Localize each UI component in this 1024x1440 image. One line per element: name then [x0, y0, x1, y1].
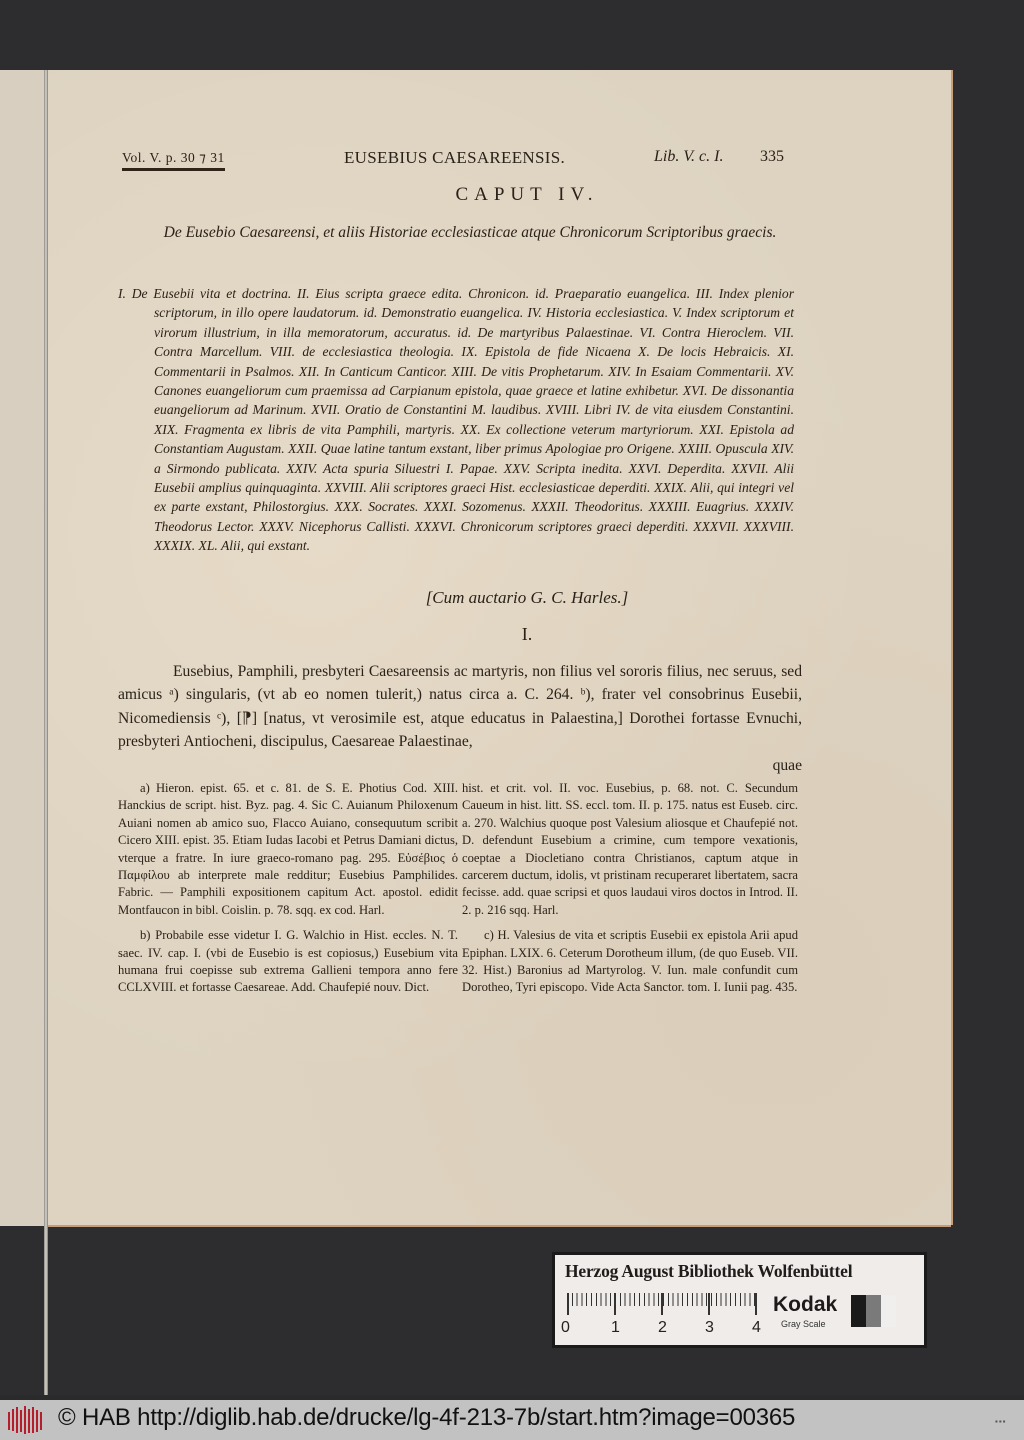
kodak-subtitle: Gray Scale: [781, 1319, 826, 1329]
catchword: quae: [772, 756, 802, 774]
institution-name: Herzog August Bibliothek Wolfenbüttel: [565, 1261, 853, 1281]
ruler-tick: [614, 1293, 616, 1315]
previous-page-edge: [0, 70, 45, 1226]
footnote-b: b) Probabile esse videtur I. G. Walchio in Hist. eccles. N. T. saec. IV. cap. I. (vbi de Eusebio is est copiosus,) Eusebium vita humana frui coepisse sub extrema Gallieni tempora anno fere CCLXVIII. et fortasse Caesareae. Add. Chaufepié nouv. Dict.: [118, 928, 458, 995]
book-page: [48, 70, 951, 1225]
footnotes-right-column: [462, 780, 798, 1005]
page-number: 335: [760, 148, 784, 165]
footer-bar: [0, 1400, 1024, 1440]
chapter-summary: [118, 284, 794, 556]
chapter-heading: CAPUT IV.: [455, 184, 599, 205]
ruler-label: 4: [752, 1319, 761, 1336]
ruler-tick: [708, 1293, 710, 1315]
ruler-labels: [559, 1319, 769, 1339]
gray-patch-black: [851, 1295, 866, 1327]
ruler-tick: [661, 1293, 663, 1315]
summary-text: I. De Eusebii vita et doctrina. II. Eius scripta graece edita. Chronicon. id. Praeparatio euangelica. III. Index plenior scriptorum, in illo opere laudatorum. id. Demonstratio euangelica. IV. Historia ecclesiastica. V. Index scriptorum et virorum illustrium, in illa memoratorum, accuratus. id. De martyribus Palaestinae. VI. Contra Hieroclem. VII. Contra Marcellum. VIII. de ecclesiastica theologia. IX. Epistola de fide Nicaena X. De locis Hebraicis. XI. Commentarii in Psalmos. XII. In Canticum Canticor. XIII. De vitis Prophetarum. XIV. In Esaiam Commentarii. XV. Canones euangeliorum cum praemissa ad Carpianum epistola, quae graece et latine exhibetur. XVI. De dissonantia euangeliorum ad Marinum. XVII. Oratio de Constantini M. laudibus. XVIII. Libri IV. de vita eiusdem Constantini. XIX. Fragmenta ex libris de vita Pamphili, martyris. XX. Ex collectione veterum martyriorum. XXI. Epistola ad Constantiam Augustam. XXII. Quae latine tantum exstant, liber primus Apologiae pro Origene. XXIII. Opuscula XIV. a Sirmondo publicata. XXIV. Acta spuria Siluestri I. Papae. XXV. Scripta inedita. XXVI. Deperdita. XXVII. Alii Eusebii amplius quinquaginta. XXVIII. Alii scriptores graeci Hist. ecclesiasticae deperditi. XXIX. Alii, qui integri vel ex parte exstant, Philostorgius. XXX. Socrates. XXXI. Sozomenus. XXXII. Theodoritus. XXXIII. Euagrius. XXXIV. Theodorus Lector. XXXV. Nicephorus Callisti. XXXVI. Chronicorum scriptores graeci deperditi. XXXVII. XXXVIII. XXXIX. XL. Alii, qui exstant.: [118, 286, 794, 554]
ruler-label: 0: [561, 1319, 570, 1336]
auctario-note: [Cum auctario G. C. Harles.]: [425, 588, 629, 607]
footnote-c: c) H. Valesius de vita et scriptis Eusebii ex epistola Arii apud Epiphan. LXIX. 6. Ceterum Dorotheum illum, (de quo Euseb. VII. 32. Hist.) Baronius ad Martyrolog. V. Iun. male confundit cum Dorotheo, Tyri episcopo. Vide Acta Sanctor. tom. I. Iunii pag. 435.: [462, 928, 798, 995]
ruler-label: 1: [611, 1319, 620, 1336]
footnote-a: a) Hieron. epist. 65. et c. 81. de S. E. Photius Cod. XIII. Hanckius de script. hist. Byz. pag. 4. Sic C. Auianum Philoxenum Auiani nomen ab amico suo, Flacco Auiano, consequutum scribit Cicero XIII. epist. 35. Etiam Iudas Iacobi et Petrus Damiani dictus, vterque a fratre. In iure graeco-romano pag. 295. Εὐσέβιος ὁ Παμφίλου ab interprete male redditur; Eusebius Pamphilides. Fabric. — Pamphili expositionem capitum Act. apostol. edidit Montfaucon in bibl. Coislin. p. 78. sqq. ex cod. Harl.: [118, 781, 458, 917]
running-head: [122, 148, 812, 172]
kodak-logo: Kodak: [773, 1293, 838, 1316]
chapter-subtitle: De Eusebio Caesareensi, et aliis Historiae ecclesiasticae atque Chronicorum Scriptoribus graecis.: [163, 224, 777, 241]
volume-reference: Vol. V. p. 30 ⁊ 31: [122, 150, 225, 171]
ruler-tick: [755, 1293, 757, 1315]
color-calibration-card: [552, 1252, 927, 1348]
ruler-label: 3: [705, 1319, 714, 1336]
footnote-b-continued: hist. et crit. vol. II. voc. Eusebius, p. 68. not. C. Secundum Caueum in hist. litt. SS. eccl. tom. II. p. 175. natus est Euseb. circ. a. 270. Walchius quoque post Valesium aliosque et Chaufepié not. D. defendunt Eusebium a crimine, cum tempore vexationis, coeptae a Diocletiano contra Christianos, captum atque in carcerem ductum, idolis, vt pristinam recuperaret libertatem, sacra fecisse. add. quae scripsi et quos laudaui viros doctos in Introd. II. 2. p. 216 sqq. Harl.: [462, 781, 798, 917]
gray-patch-white: [881, 1295, 896, 1327]
main-paragraph: [118, 660, 802, 777]
hab-logo-icon: [6, 1406, 46, 1434]
running-title: EUSEBIUS CAESAREENSIS.: [344, 148, 566, 167]
paragraph-text: Eusebius, Pamphili, presbyteri Caesareensis ac martyris, non filius vel sororis filius, nec seruus, sed amicus ᵃ) singularis, (vt ab eo nomen tulerit,) natus circa a. C. 264. ᵇ), frater vel consobrinus Eusebii, Nicomediensis ᶜ), [⁋] [natus, vt verosimile est, atque educatus in Palaestina,] Dorothei fortasse Evnuchi, presbyteri Antiocheni, discipulus, Caesareae Palaestinae,: [118, 663, 802, 751]
gray-patch-mid: [866, 1295, 881, 1327]
page-marker-icon: ▪▪▪: [995, 1417, 1007, 1426]
footnotes-left-column: [118, 780, 458, 1005]
book-reference: Lib. V. c. I.: [654, 148, 724, 165]
ruler-tick: [567, 1293, 569, 1315]
gray-scale-patches: [851, 1295, 896, 1327]
copyright-url[interactable]: © HAB http://diglib.hab.de/drucke/lg-4f-213-7b/start.htm?image=00365: [58, 1404, 796, 1431]
ruler-icon: [567, 1293, 759, 1315]
ruler-label: 2: [658, 1319, 667, 1336]
section-number: I.: [521, 624, 533, 644]
